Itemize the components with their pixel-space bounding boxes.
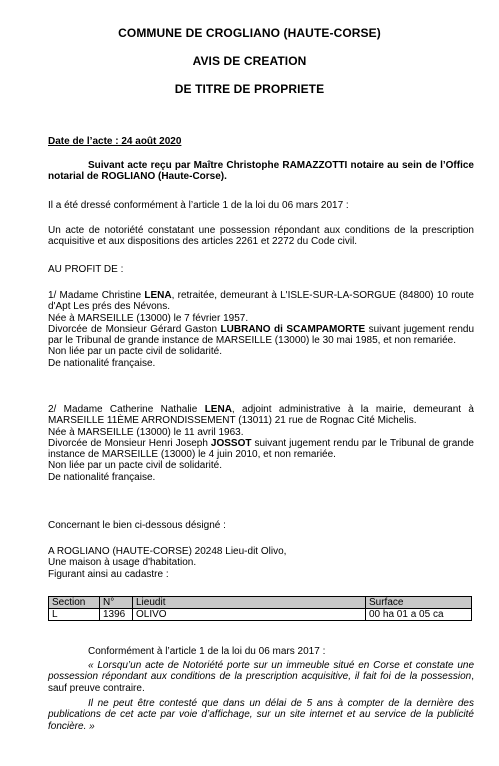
notice-title: AVIS DE CREATION [192,54,307,68]
cadastre-cell-lieudit: OLIVO [133,609,366,621]
paragraph-law: Il a été dressé conformément à l’article 1 de la loi du 06 mars 2017 : [48,200,349,211]
cadastre-header-section: Section [49,597,100,609]
cadastre-table [48,596,472,621]
beneficiary-1: 1/ Madame Christine LENA, retraitée, demeurant à L'ISLE-SUR-LA-SORGUE (84800) 10 route d'Apt Les prés des Névons. Née à MARSEILLE (13000) le 7 février 1957. Divorcée de Monsieur Gérard Gaston LUBRANO di SCAMPAMORTE suivant jugement rendu par le Tribunal de grande instance de MARSEILLE (13000) le 30 mai 1985, et non remariée. Non liée par un pacte civil de solidarité. De nationalité française. [48,290,475,369]
beneficiary-1-name: LENA [144,290,172,301]
table-row [49,609,472,621]
cadastre-cell-surface: 00 ha 01 a 05 ca [366,609,472,621]
property-location: A ROGLIANO (HAUTE-CORSE) 20248 Lieu-dit Olivo, Une maison à usage d'habitation. Figurant ainsi au cadastre : [48,546,287,580]
beneficiary-2: 2/ Madame Catherine Nathalie LENA, adjoint administrative à la mairie, demeurant à MARSEILLE 11ÈME ARRONDISSEMENT (13011) 21 rue de Rognac Cité Michelis. Née à MARSEILLE (13000) le 11 avril 1963. Divorcée de Monsieur Henri Joseph JOSSOT suivant jugement rendu par le Tribunal de grande instance de MARSEILLE (13000) le 4 juin 2010, et non remariée. Non liée par un pacte civil de solidarité. De nationalité française. [48,404,474,483]
ex-spouse-2-name: JOSSOT [210,437,252,449]
commune-title: COMMUNE DE CROGLIANO (HAUTE-CORSE) [118,26,381,40]
quote-paragraph-2: Il ne peut être contesté que dans un délai de 5 ans à compter de la dernière des publications de cet acte par voie d’affichage, sur un site internet et au service de la publicité foncière. » [48,698,474,732]
cadastre-header-surface: Surface [366,597,472,609]
notice-subtitle: DE TITRE DE PROPRIETE [174,82,325,96]
cadastre-header-number: N° [100,597,133,609]
ex-spouse-1-name: LUBRANO di SCAMPAMORTE [220,323,366,335]
acte-date: Date de l’acte : 24 août 2020 [48,136,182,147]
quote-paragraph-1: « Lorsqu’un acte de Notoriété porte sur un immeuble situé en Corse et constate une possession répondant aux conditions de la prescription acquisitive, il fait foi de la possession, sauf preuve contraire. [48,660,475,694]
cadastre-cell-section: L [49,609,100,621]
conclusion-law: Conformément à l’article 1 de la loi du 06 mars 2017 : [88,646,326,657]
intro-paragraph: Suivant acte reçu par Maître Christophe RAMAZZOTTI notaire au sein de l’Office notarial de ROGLIANO (Haute-Corse). [48,160,474,183]
bien-designation: Concernant le bien ci-dessous désigné : [48,520,226,531]
cadastre-header-row [49,597,472,609]
paragraph-notoriete: Un acte de notoriété constatant une possession répondant aux conditions de la prescription acquisitive et aux dispositions des articles 2261 et 2272 du Code civil. [48,225,474,248]
au-profit-de: AU PROFIT DE : [48,264,124,275]
cadastre-header-lieudit: Lieudit [133,597,366,609]
beneficiary-2-name: LENA [204,404,232,415]
cadastre-cell-number: 1396 [100,609,133,621]
